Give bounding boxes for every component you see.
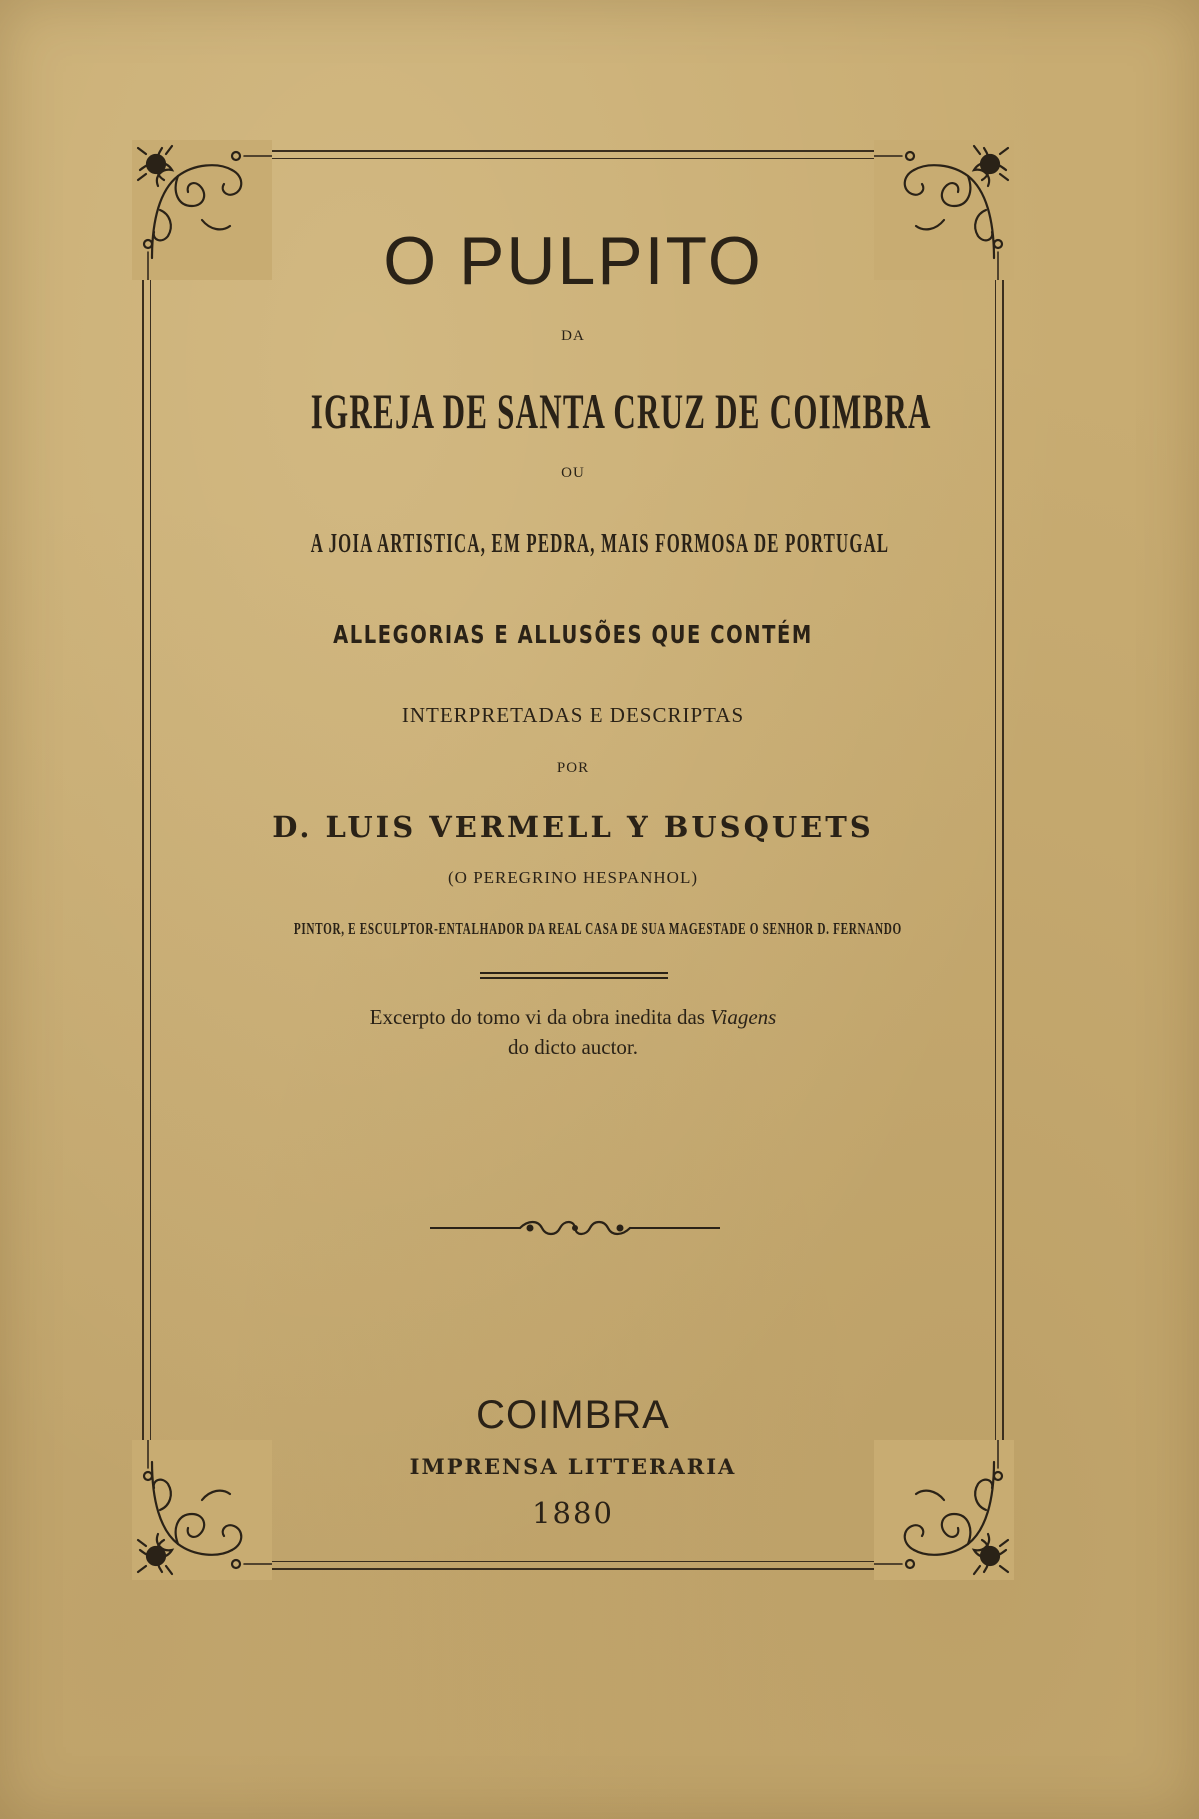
imprint-press: IMPRENSA LITTERARIA	[409, 1454, 737, 1479]
excerpt-line-1-text: Excerpto do tomo vi da obra inedita das	[369, 1005, 711, 1029]
imprint-year: 1880	[532, 1496, 614, 1530]
imprint-city: COIMBRA	[476, 1393, 670, 1437]
interpretadas-line: INTERPRETADAS E DESCRIPTAS	[401, 703, 745, 727]
author-name: D. LUIS VERMELL Y BUSQUETS	[272, 810, 874, 844]
allegorias-line: ALLEGORIAS E ALLUSÕES QUE CONTÉM	[333, 620, 813, 649]
subtitle: A JOIA ARTISTICA, EM PEDRA, MAIS FORMOSA DE PORTUGAL	[310, 528, 890, 558]
excerpt-line-2: do dicto auctor.	[507, 1035, 639, 1059]
connector-ou: OU	[561, 465, 585, 481]
connector-da: DA	[561, 328, 585, 344]
border-frame-inner	[150, 158, 996, 1562]
connector-por: POR	[556, 760, 590, 776]
excerpt-viagens-italic: Viagens	[710, 1005, 777, 1029]
double-rule-divider	[480, 972, 668, 979]
church-name: IGREJA DE SANTA CRUZ DE COIMBRA	[310, 383, 932, 439]
author-profession: PINTOR, E ESCULPTOR-ENTALHADOR DA REAL CASA DE SUA MAGESTADE O SENHOR D. FERNANDO	[293, 919, 902, 938]
excerpt-line-1	[150, 1005, 996, 1030]
scroll-divider-ornament	[430, 1216, 720, 1240]
page-title: O PULPITO	[383, 223, 763, 299]
author-pseudonym: (O PEREGRINO HESPANHOL)	[448, 868, 698, 887]
